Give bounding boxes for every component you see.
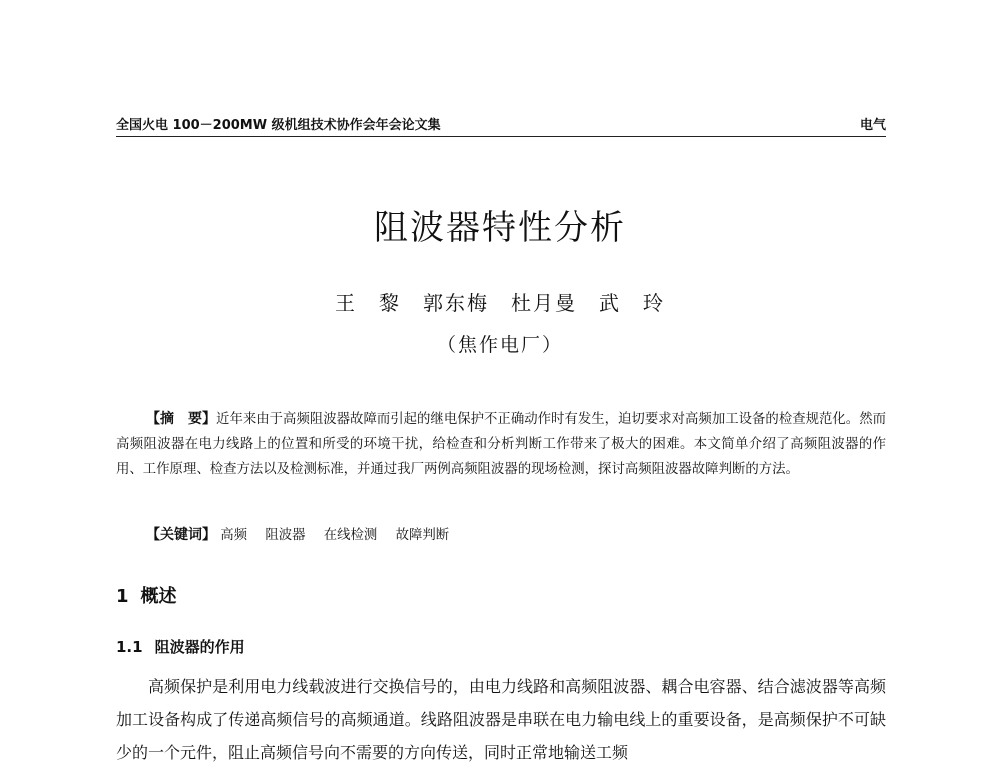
abstract-text: 近年来由于高频阻波器故障而引起的继电保护不正确动作时有发生，迫切要求对高频加工设备的检查规范化。然而高频阻波器在电力线路上的位置和所受的环境干扰，给检查和分析判断工作带来了极大的困难。本文简单介绍了高频阻波器的作用、工作原理、检查方法以及检测标准，并通过我厂两例高频阻波器的现场检测，探讨高频阻波器故障判断的方法。	[116, 412, 886, 477]
paper-title: 阻波器特性分析	[374, 208, 626, 248]
keywords-line	[146, 524, 463, 544]
subsection-title: 阻波器的作用	[154, 638, 245, 656]
abstract-label: 【摘 要】	[146, 411, 217, 427]
section-title: 概述	[140, 586, 177, 607]
keyword-item: 故障判断	[395, 528, 450, 543]
running-header	[116, 112, 886, 137]
keyword-item: 阻波器	[265, 528, 306, 543]
keyword-item: 高频	[220, 528, 248, 543]
abstract-paragraph	[116, 407, 886, 482]
section-heading	[116, 582, 177, 608]
body-paragraph: 高频保护是利用电力线载波进行交换信号的，由电力线路和高频阻波器、耦合电容器、结合滤波器等高频加工设备构成了传递高频信号的高频通道。线路阻波器是串联在电力输电线上的重要设备，是高频保护不可缺少的一个元件，阻止高频信号向不需要的方向传送，同时正常地输送工频	[116, 677, 886, 762]
affiliation: （焦作电厂）	[436, 334, 563, 356]
category-label: 电气	[859, 118, 886, 133]
subsection-number: 1.1	[116, 638, 143, 656]
proceedings-title: 全国火电 100－200MW 级机组技术协作会年会论文集	[116, 118, 441, 133]
author-list: 王 黎 郭东梅 杜月曼 武 玲	[335, 291, 665, 315]
keyword-item: 在线检测	[323, 528, 378, 543]
subsection-heading	[116, 636, 245, 657]
section-number: 1	[116, 586, 129, 607]
keywords-label: 【关键词】	[146, 527, 216, 543]
